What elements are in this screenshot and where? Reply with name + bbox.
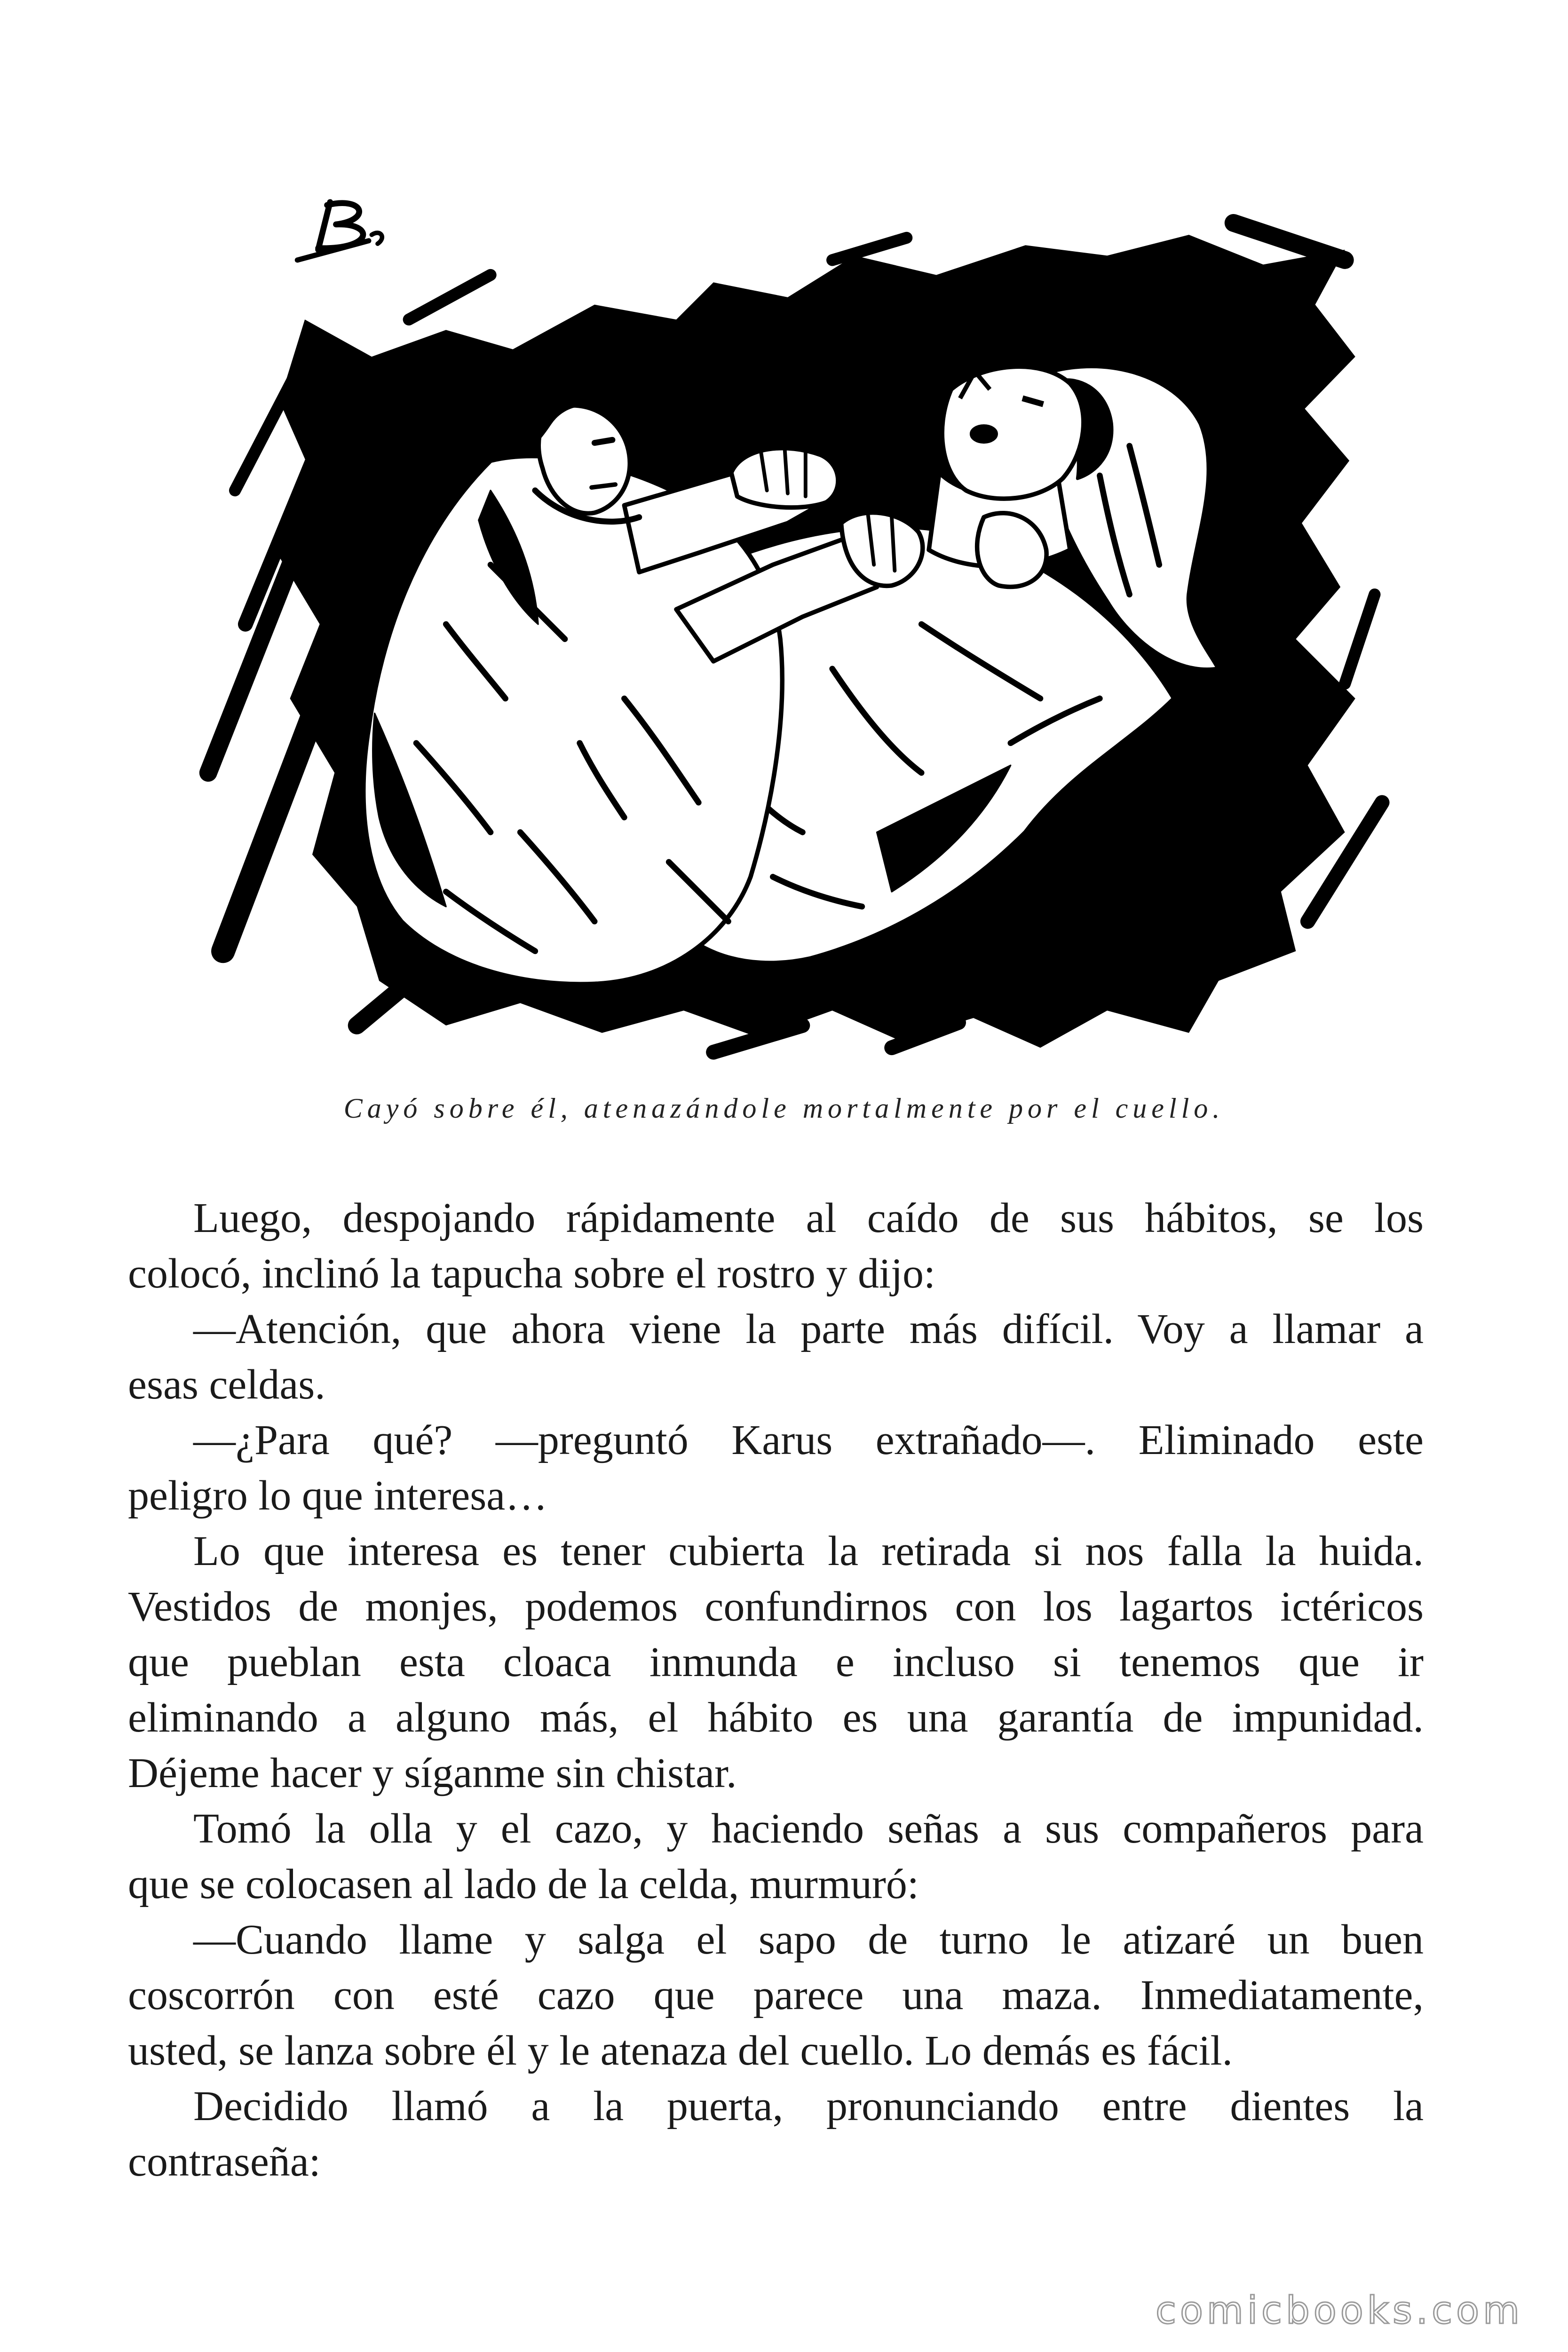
text-line: —¿Para qué? —preguntó Karus extrañado—. Eliminado este	[193, 1417, 1424, 1463]
text-line: que pueblan esta cloaca inmunda e incluso si tenemos que ir	[128, 1639, 1424, 1685]
watermark: comicbooks.com	[1155, 2288, 1523, 2332]
paragraph	[128, 1801, 1424, 1912]
text-line: contraseña:	[128, 2138, 321, 2185]
victim-open-mouth	[970, 425, 997, 443]
attacker-mouth	[592, 485, 616, 487]
text-line: Lo que interesa es tener cubierta la retirada si nos falla la huida.	[193, 1528, 1424, 1574]
text-line: Tomó la olla y el cazo, y haciendo señas a sus compañeros para	[193, 1805, 1424, 1852]
paragraph	[128, 1524, 1424, 1801]
text-line: coscorrón con esté cazo que parece una maza. Inmediatamente,	[128, 1972, 1424, 2018]
text-line: eliminando a alguno más, el hábito es una garantía de impunidad.	[128, 1694, 1424, 1741]
text-line: Decidido llamó a la puerta, pronunciando entre dientes la	[193, 2083, 1424, 2130]
signature-flourish	[372, 233, 382, 244]
brush-stroke	[832, 238, 907, 260]
text-line: que se colocasen al lado de la celda, murmuró:	[128, 1861, 919, 1907]
paragraph	[128, 1302, 1424, 1413]
brush-stroke	[1234, 223, 1345, 260]
paragraph	[128, 1413, 1424, 1524]
text-line: colocó, inclinó la tapucha sobre el rostro y dijo:	[128, 1250, 936, 1297]
text-line: Déjeme hacer y síganme sin chistar.	[128, 1750, 737, 1796]
brush-stroke	[409, 275, 491, 319]
text-line: peligro lo que interesa…	[128, 1472, 548, 1519]
attacker-eye	[594, 440, 612, 443]
text-line: —Atención, que ahora viene la parte más difícil. Voy a llamar a	[193, 1306, 1424, 1352]
paragraph	[128, 1191, 1424, 1302]
body-text	[128, 1191, 1424, 2190]
illustration	[0, 0, 1568, 1082]
signature-underline	[297, 241, 369, 260]
paragraph	[128, 1912, 1424, 2079]
victim-face	[942, 366, 1084, 499]
brush-stroke	[1345, 595, 1375, 684]
text-line: Luego, despojando rápidamente al caído de sus hábitos, se los	[193, 1195, 1424, 1241]
artist-signature	[297, 202, 382, 260]
text-line: Vestidos de monjes, podemos confundirnos con los lagartos ictéricos	[128, 1583, 1424, 1630]
text-line: usted, se lanza sobre él y le atenaza del cuello. Lo demás es fácil.	[128, 2027, 1233, 2074]
text-line: esas celdas.	[128, 1361, 325, 1408]
illustration-caption: Cayó sobre él, atenazándole mortalmente por el cuello.	[343, 1093, 1225, 1124]
paragraph	[128, 2079, 1424, 2190]
text-line: —Cuando llame y salga el sapo de turno le atizaré un buen	[193, 1916, 1424, 1963]
